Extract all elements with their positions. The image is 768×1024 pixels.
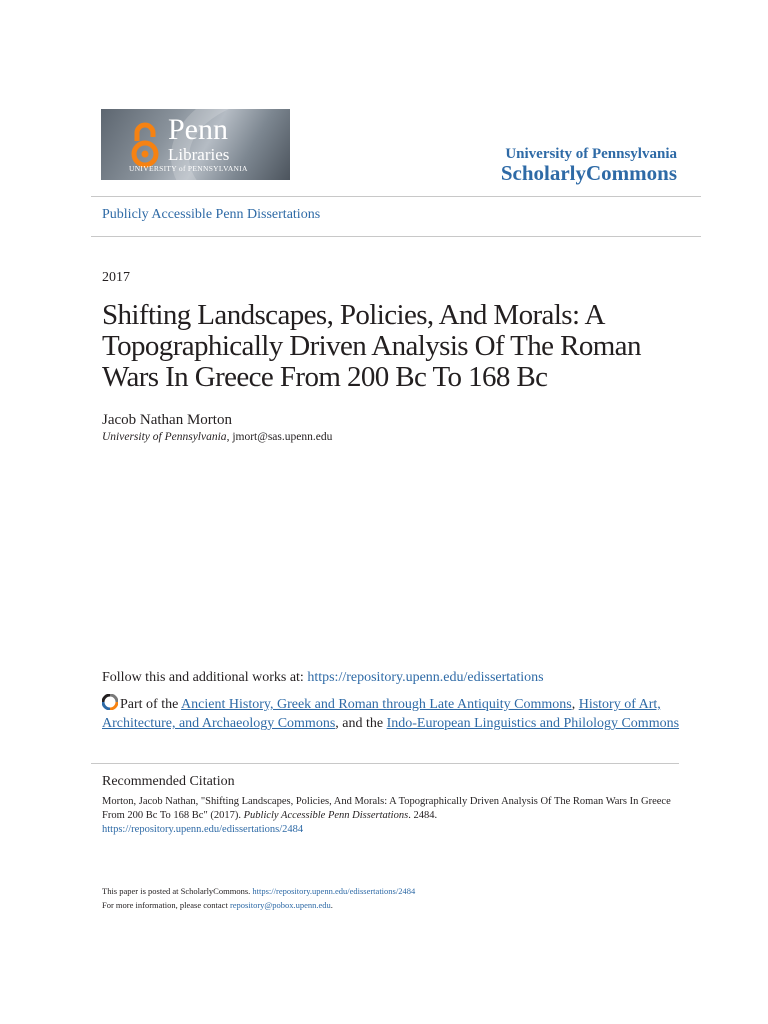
follow-label: Follow this and additional works at: (102, 670, 308, 685)
scholarlycommons-title[interactable]: ScholarlyCommons (500, 161, 677, 185)
commons-link-history-of-art[interactable]: History of Art, Architecture, and Archaeology Commons (102, 697, 661, 731)
part-of-prefix: Part of the (120, 697, 182, 712)
contact-label: For more information, please contact (102, 900, 230, 910)
affiliation-email: , jmort@sas.upenn.edu (226, 431, 333, 443)
publication-year: 2017 (102, 270, 130, 285)
open-access-lock-icon (130, 121, 160, 169)
citation-number: . 2484. (408, 810, 438, 821)
citation-heading: Recommended Citation (102, 774, 235, 789)
commons-link-ancient-history[interactable]: Ancient History, Greek and Roman through Late Antiquity Commons (181, 697, 572, 712)
part-of-sep2: , and the (335, 716, 387, 731)
contact-email-link[interactable]: repository@pobox.upenn.edu (229, 900, 331, 910)
bepress-network-icon (102, 694, 118, 710)
dissertation-title: Shifting Landscapes, Policies, And Morals: A Topographically Driven Analysis Of The Roman Wars In Greece From 200 Bc To 168 Bc (102, 299, 641, 393)
posted-label: This paper is posted at ScholarlyCommons. (102, 886, 253, 896)
part-of-sep1: , (571, 697, 579, 712)
contact-end: . (330, 900, 333, 910)
logo-penn-text: Penn (168, 113, 228, 146)
logo-university-text: UNIVERSITY of PENNSYLVANIA (129, 164, 248, 173)
penn-libraries-logo[interactable] (101, 109, 290, 180)
affiliation-institution: University of Pennsylvania (102, 431, 227, 443)
university-name[interactable]: University of Pennsylvania (505, 146, 677, 162)
citation-body: Morton, Jacob Nathan, "Shifting Landscapes, Policies, And Morals: A Topographically Driven Analysis Of The Roman Wars In Greece From 200 Bc To 168 Bc" (2017). (102, 796, 671, 821)
footer-notes (102, 884, 415, 912)
header-divider (91, 196, 701, 197)
commons-link-linguistics[interactable]: Indo-European Linguistics and Philology Commons (386, 716, 680, 731)
author-affiliation (102, 431, 332, 443)
part-of-line (102, 694, 682, 733)
logo-libraries-text: Libraries (168, 145, 230, 164)
citation-text (102, 795, 682, 837)
citation-link[interactable]: https://repository.upenn.edu/edissertations/2484 (102, 824, 304, 835)
series-link[interactable]: Publicly Accessible Penn Dissertations (102, 207, 321, 222)
citation-divider (91, 763, 679, 764)
follow-line (102, 670, 544, 686)
series-divider (91, 236, 701, 237)
posted-link[interactable]: https://repository.upenn.edu/edissertations/2484 (252, 886, 416, 896)
citation-journal: Publicly Accessible Penn Dissertations (243, 810, 409, 821)
author-name: Jacob Nathan Morton (102, 412, 232, 428)
follow-link[interactable]: https://repository.upenn.edu/edissertations (307, 670, 544, 685)
